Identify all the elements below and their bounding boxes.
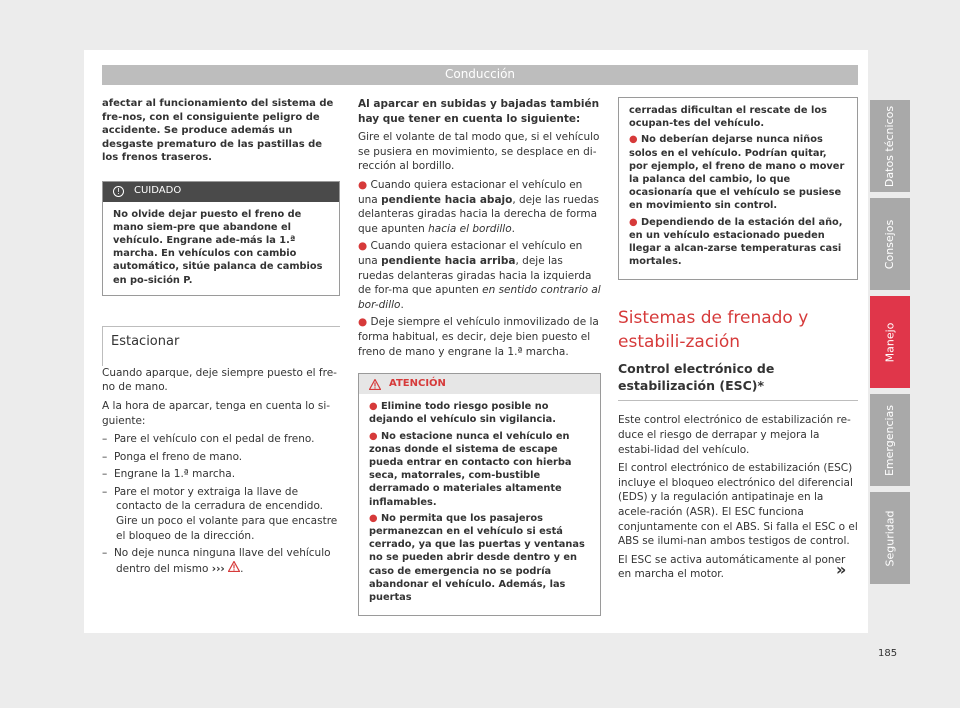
list-item-text: Pare el motor y extraiga la llave de contacto de la cerradura de encendido. Gire un poco el volante para que encastre el bloqueo de la dirección. [113,485,338,542]
dash-marker: – [102,485,108,498]
tab-manejo[interactable] [870,296,910,388]
attention-box [358,373,601,616]
bullet-icon: ● [358,316,368,329]
caution-label: CUIDADO [134,185,182,197]
bullet-icon: ● [358,178,368,191]
caution-text: No olvide dejar puesto el freno de mano siem-pre que abandone el vehículo. Engrane ade-más la 1.ª marcha. En vehículos con cambio automático, sitúe palanca de cambios en po-sición P. [113,208,323,286]
bullet-item [358,178,601,236]
tab-datos-tecnicos[interactable] [870,100,910,192]
tab-label: Datos técnicos [883,105,897,187]
list-item [369,512,590,604]
column-2 [358,97,601,616]
bullet-text: . [511,222,515,235]
paragraph: Cuando aparque, deje siempre puesto el fre-no de mano. [102,366,337,394]
dash-marker: – [102,547,108,560]
caution-header [103,182,339,202]
bullet-text: , deje las ruedas delanteras giradas hacia la derecha de forma que apunten [358,193,600,235]
list-item-text: No deje nunca ninguna llave del vehículo dentro del mismo [113,547,331,575]
column-3 [618,97,858,586]
bullet-icon: ● [369,401,378,413]
column-1 [102,97,340,579]
paragraph: Gire el volante de tal modo que, si el vehículo se pusiera en movimiento, se desplace en di-rección al bordillo. [358,131,600,173]
list-item [102,485,340,543]
tab-consejos[interactable] [870,198,910,290]
list-item-text: Engrane la 1.ª marcha. [113,468,236,481]
list-item-text: No deberían dejarse nunca niños solos en el vehículo. Podrían quitar, por ejemplo, el freno de mano o mover la palanca del cambio, lo que ocasionaría que el vehículo se pusiese en movimiento sin control. [629,134,845,212]
bullet-bold: pendiente hacia abajo [381,193,513,206]
bullet-text: . [400,298,404,311]
chapter-header [102,65,858,85]
bullet-italic: en sentido contrario al bor-dillo [358,284,601,311]
list-item [102,432,340,447]
list-item [102,467,340,482]
info-icon: ! [113,186,124,197]
list-item-text: Ponga el freno de mano. [113,450,243,463]
paragraph: El ESC se activa automáticamente al poner en marcha el motor. [618,553,846,581]
bullet-text: , deje las ruedas delanteras giradas hacia la izquierda de for-ma que apunten [358,254,592,297]
section-title-estacionar: Estacionar [102,326,340,366]
list-item-text: Pare el vehículo con el pedal de freno. [113,433,315,446]
attention-label: ATENCIÓN [389,377,446,389]
tab-seguridad[interactable] [870,492,910,584]
caution-box [102,181,340,296]
continue-arrow-icon[interactable]: ››› [211,562,225,575]
paragraph: El control electrónico de estabilización (ESC) incluye el bloqueo electrónico del diferencial (EDS) y la regulación antipatinaje en la acele-ración (ASR). El ESC funciona conjuntamente con el ABS. Si falla el ESC o el ABS se ilumi-nan ambos testigos de control. [618,462,858,548]
bullet-item [358,239,601,312]
list-item-text: No estacione nunca el vehículo en zonas donde el sistema de escape pueda entrar en contacto con hierba seca, matorrales, com-bustible derramado o materiales altamente inflamables. [369,430,572,508]
paragraph: Este control electrónico de estabilización re-duce el riesgo de derrapar y mejora la estabi-lidad del vehículo. [618,414,851,456]
attention-box-continued [618,97,858,280]
list-item [629,133,847,212]
list-item-text: Elimine todo riesgo posible no dejando el vehículo sin vigilancia. [369,401,556,426]
warning-triangle-icon [369,379,381,390]
attention-body-continued [619,98,857,279]
bullet-item [358,315,601,359]
subsection-title-esc: Control electrónico de estabilización (ESC)* [618,360,858,401]
page-number: 185 [878,648,898,659]
list-item-text: Dependiendo de la estación del año, en un vehículo estacionado pueden llegar a alcan-zarse temperaturas casi mortales. [629,216,843,268]
warning-continuation: afectar al funcionamiento del sistema de fre-nos, con el consiguiente peligro de accidente. Se produce además un desgaste prematuro de las pastillas de los frenos traseros. [102,98,334,163]
bullet-text: Cuando quiera estacionar el vehículo en una [358,240,583,267]
tab-label: Consejos [883,219,897,269]
bullet-icon: ● [358,240,368,253]
next-page-arrow-icon[interactable]: » [836,560,847,579]
attention-body [359,394,600,615]
chapter-title: Conducción [444,67,516,81]
dash-marker: – [102,433,108,446]
bullet-icon: ● [629,216,638,228]
paragraph: A la hora de aparcar, tenga en cuenta lo si-guiente: [102,399,331,427]
dash-marker: – [102,468,108,481]
tab-emergencias[interactable] [870,394,910,486]
box-intro: cerradas dificultan el rescate de los ocupan-tes del vehículo. [629,105,827,130]
tab-label: Emergencias [883,404,897,476]
bullet-italic: hacia el bordillo [428,222,512,235]
list-item [369,430,590,509]
tab-label: Manejo [883,322,897,362]
dash-marker: – [102,450,108,463]
bullet-text: Deje siempre el vehículo inmovilizado de la forma habitual, es decir, deje bien puesto el freno de mano y engrane la 1.ª marcha. [358,316,599,358]
list-item [102,450,340,465]
tab-label: Seguridad [883,510,897,566]
bullet-icon: ● [629,134,638,146]
list-item-text: No permita que los pasajeros permanezcan en el vehículo si está cerrado, ya que las puertas y ventanas no se pueden abrir desde dentro y en caso de emergencia no se podría abandonar el vehículo. Además, las puertas [369,512,585,603]
list-item [629,216,847,269]
bullet-text: Cuando quiera estacionar el vehículo en una [358,178,583,206]
list-item: – No deje nunca ninguna llave del vehículo dentro del mismo ››› . [102,547,331,575]
attention-header [359,374,600,394]
bullet-icon: ● [369,430,378,442]
warning-triangle-icon[interactable] [228,561,240,572]
bullet-bold: pendiente hacia arriba [381,254,516,267]
subheading: Al aparcar en subidas y bajadas también hay que tener en cuenta lo siguiente: [358,98,600,125]
bullet-icon: ● [369,512,378,524]
list-item [369,400,590,426]
section-title-frenado: Sistemas de frenado y estabili-zación [618,308,809,353]
